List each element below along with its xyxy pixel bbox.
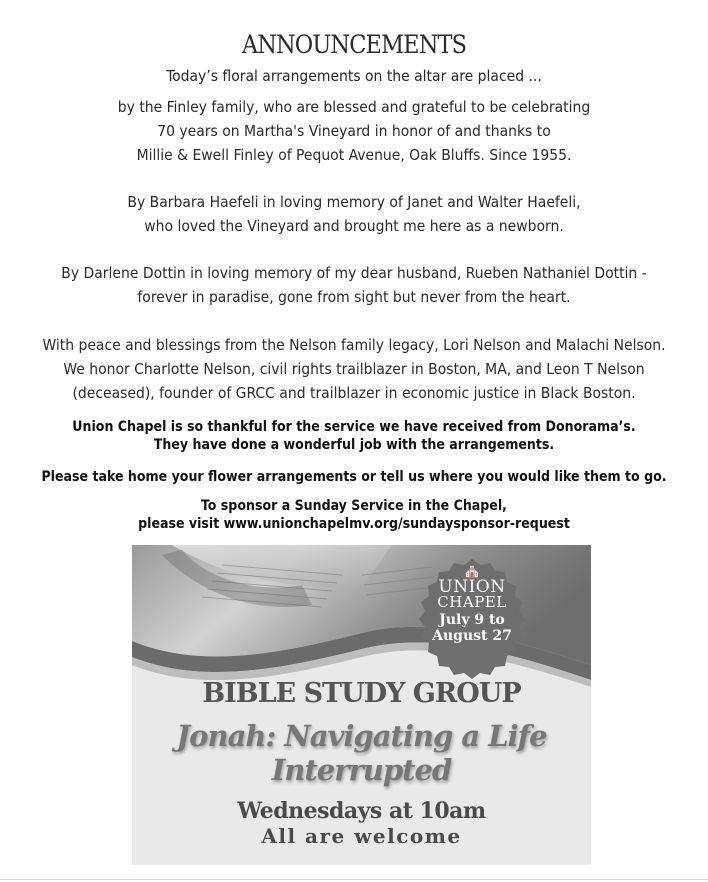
dedication-line: By Darlene Dottin in loving memory of my dear husband, Rueben Nathaniel Dottin -	[61, 264, 647, 282]
dedication-line: We honor Charlotte Nelson, civil rights trailblazer in Boston, MA, and Leon T Nelson	[63, 360, 645, 378]
flyer-subtitle-line: Interrupted	[271, 753, 452, 787]
sponsor-line: To sponsor a Sunday Service in the Chapel,	[201, 498, 507, 514]
dedication-nelson	[0, 333, 708, 405]
flyer-schedule: Wednesdays at 10am	[237, 798, 486, 824]
date-badge-text	[408, 561, 536, 644]
badge-union: UNION	[438, 577, 506, 597]
thanks-note	[0, 418, 708, 454]
thanks-line: Union Chapel is so thankful for the service we have received from Donorama’s.	[72, 419, 636, 435]
dedication-line: Millie & Ewell Finley of Pequot Avenue, Oak Bluffs. Since 1955.	[136, 146, 572, 164]
dedication-line: forever in paradise, gone from sight but never from the heart.	[137, 288, 571, 306]
badge-date-end: August 27	[432, 628, 512, 644]
sponsor-link[interactable]: please visit www.unionchapelmv.org/sundaysponsor-request	[138, 516, 570, 532]
sponsor-note	[0, 497, 708, 533]
badge-date-start: July 9 to	[439, 612, 505, 628]
badge-chapel: CHAPEL	[437, 593, 507, 611]
take-home-note: Please take home your flower arrangements or tell us where you would like them to go.	[41, 469, 667, 485]
intro-text: Today’s floral arrangements on the altar are placed ...	[166, 67, 542, 85]
church-icon: ⛪	[462, 559, 482, 578]
dedication-line: 70 years on Martha's Vineyard in honor of and thanks to	[157, 122, 551, 140]
page-title: ANNOUNCEMENTS	[241, 30, 467, 59]
dedication-dottin	[0, 261, 708, 309]
bottom-divider	[0, 879, 708, 880]
dedication-line: With peace and blessings from the Nelson family legacy, Lori Nelson and Malachi Nelson.	[42, 336, 666, 354]
bible-study-flyer	[132, 545, 591, 865]
dedication-finley	[0, 95, 708, 167]
thanks-line: They have done a wonderful job with the arrangements.	[153, 437, 555, 453]
flyer-welcome: All are welcome	[261, 824, 462, 848]
dedication-haefeli	[0, 190, 708, 238]
dedication-line: by the Finley family, who are blessed and grateful to be celebrating	[117, 98, 591, 116]
flyer-subtitle-line: Jonah: Navigating a Life	[176, 719, 547, 753]
dedication-line: By Barbara Haefeli in loving memory of Janet and Walter Haefeli,	[127, 193, 581, 211]
flyer-title: BIBLE STUDY GROUP	[202, 678, 521, 709]
flyer-subtitle	[132, 719, 591, 787]
dedication-line: (deceased), founder of GRCC and trailblazer in economic justice in Black Boston.	[72, 384, 636, 402]
dedication-line: who loved the Vineyard and brought me here as a newborn.	[144, 217, 564, 235]
